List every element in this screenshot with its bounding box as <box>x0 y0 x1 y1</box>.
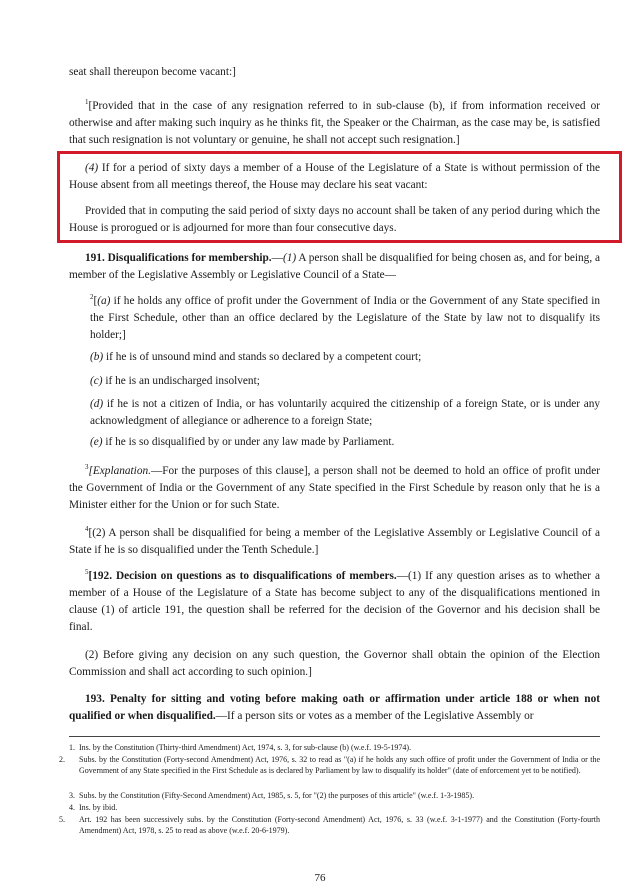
article-192-paragraph: $^5$[192. Decision on questions as to disqualifications of members.—(1) If any question arises as to whether a member of a House of the Legislature of a State has become subject to any of the disqualifications mentioned in clause (1) of article 191, the question shall be referred for the decision of the Governor and his decision shall be final. <box>69 568 601 633</box>
proviso-paragraph: $^1$[Provided that in the case of any resignation referred to in sub-clause (b), if from information received or otherwise and after making such inquiry as he thinks fit, the Speaker or the Chairman, as the case may be, is satisfied that such resignation is not voluntary or genuine, he shall not accept such resignation.] <box>69 98 600 146</box>
footnote-3: 3. Subs. by the Constitution (Fifty-Second Amendment) Act, 1985, s. 5, for "(2) the purposes of this article" (w.e.f. 1-3-1985). <box>69 791 475 800</box>
page-number: 76 <box>314 872 326 884</box>
footnote-4: 4. Ins. by ibid. <box>69 803 118 812</box>
sub-clause-d: (d) if he is not a citizen of India, or has voluntarily acquired the citizenship of a foreign State, or is under any acknowledgment of allegiance or adherence to a foreign State; <box>90 398 601 427</box>
footnote-1: 1. Ins. by the Constitution (Thirty-third Amendment) Act, 1974, s. 3, for sub-clause (b) (w.e.f. 19-5-1974). <box>69 743 412 752</box>
sub-clause-b: (b) if he is of unsound mind and stands so declared by a competent court; <box>90 351 422 363</box>
explanation-paragraph: $^3$[Explanation.—For the purposes of this clause], a person shall not be deemed to hold an office of profit under the Government of India or the Government of any State specified in the First Schedule by reason only that he is a Minister either for the Union or for such State. <box>69 463 600 511</box>
sub-clause-a: $^2$[(a) if he holds any office of profit under the Government of India or the Government of any State specified in the First Schedule, other than an office declared by the Legislature of the State by law not to disqualify its holder;] <box>90 293 600 341</box>
article-193-heading: 193. Penalty for sitting and voting before making oath or affirmation under article 188 or when not qualified or when disqualified.—If a person sits or votes as a member of the Legislative Assembly or <box>69 693 600 722</box>
clause-2-paragraph: $^4$[(2) A person shall be disqualified for being a member of the Legislative Assembly or Legislative Council of a State if he is so disqualified under the Tenth Schedule.] <box>69 525 600 556</box>
footnote-2: 2. Subs. by the Constitution (Forty-second Amendment) Act, 1976, s. 32 to read as "(a) if he holds any such office of profit under the Government of India or the Government of any State specified in the First Schedule as is declared by Parliament by law to disqualify its holder" (date of enforcement yet to be notified). <box>59 755 600 775</box>
article-191-heading: 191. Disqualifications for membership.—(1) A person shall be disqualified for being chosen as, and for being, a member of the Legislative Assembly or Legislative Council of a State— <box>69 252 601 281</box>
sub-clause-c: (c) if he is an undischarged insolvent; <box>90 375 260 387</box>
footnote-divider <box>69 736 600 737</box>
clause-4-paragraph: (4) If for a period of sixty days a member of a House of the Legislature of a State is without permission of the House absent from all meetings thereof, the House may declare his seat vacant: <box>69 162 600 191</box>
sub-clause-e: (e) if he is so disqualified by or under any law made by Parliament. <box>90 436 395 448</box>
text-line-top: seat shall thereupon become vacant:] <box>69 66 236 78</box>
clause-4-proviso: Provided that in computing the said period of sixty days no account shall be taken of any period during which the House is prorogued or is adjourned for more than four consecutive days. <box>69 205 600 234</box>
article-192-clause-2: (2) Before giving any decision on any such question, the Governor shall obtain the opinion of the Election Commission and shall act according to such opinion.] <box>69 649 600 678</box>
footnote-5: 5. Art. 192 has been successively subs. by the Constitution (Forty-second Amendment) Act, 1976, s. 33 (w.e.f. 3-1-1977) and the Constitution (Forty-fourth Amendment) Act, 1978, s. 25 to read as above (w.e.f. 20-6-1979). <box>59 815 600 835</box>
